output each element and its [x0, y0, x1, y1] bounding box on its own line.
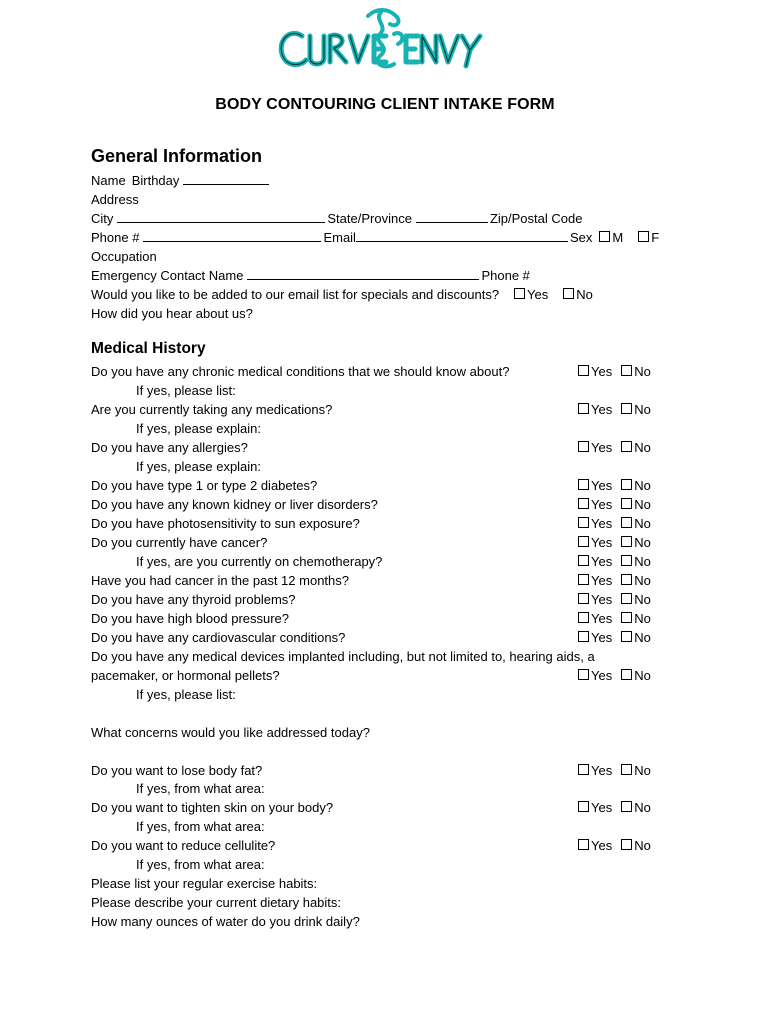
- q-body-fat-yn: [577, 759, 651, 778]
- q-kidney-liver: Do you have any known kidney or liver disorders?: [91, 497, 378, 512]
- no-checkbox[interactable]: [621, 801, 632, 812]
- phone-label: Phone #: [91, 230, 140, 245]
- no-option[interactable]: No: [620, 478, 651, 493]
- cellulite-area-row: [136, 853, 677, 872]
- diet-row: [91, 891, 677, 910]
- q-medications: Are you currently taking any medications?: [91, 402, 333, 417]
- no-option[interactable]: No: [620, 554, 651, 569]
- yes-option[interactable]: Yes: [577, 668, 612, 683]
- q-chemotherapy: If yes, are you currently on chemotherapy?: [136, 554, 383, 569]
- water-row: [91, 910, 675, 929]
- email-field[interactable]: [356, 228, 568, 242]
- no-option[interactable]: No: [620, 630, 651, 645]
- yes-option[interactable]: Yes: [577, 535, 612, 550]
- occupation-label: Occupation: [91, 249, 157, 264]
- yes-checkbox[interactable]: [578, 479, 589, 490]
- curve-envy-logo: [276, 6, 486, 74]
- yes-checkbox[interactable]: [578, 403, 589, 414]
- q-photosensitivity: Do you have photosensitivity to sun exposure?: [91, 516, 360, 531]
- no-checkbox[interactable]: [621, 669, 632, 680]
- concerns-label: What concerns would you like addressed today?: [91, 725, 370, 740]
- yes-checkbox[interactable]: [578, 498, 589, 509]
- no-option[interactable]: No: [620, 440, 651, 455]
- q-blood-pressure: Do you have high blood pressure?: [91, 611, 290, 626]
- emergency-field[interactable]: [247, 266, 479, 280]
- no-option[interactable]: No: [620, 573, 651, 588]
- q-blood-pressure-yn: [577, 607, 651, 626]
- allergies-explain-row: [136, 455, 678, 474]
- no-checkbox[interactable]: [621, 441, 632, 452]
- q-implants-line1: Do you have any medical devices implanted including, but not limited to, hearing aids, a: [91, 649, 595, 664]
- concerns-row: [91, 721, 677, 740]
- q-implants-yn: [577, 664, 651, 683]
- yes-checkbox[interactable]: [578, 764, 589, 775]
- yes-checkbox[interactable]: [578, 574, 589, 585]
- concerns-row-2: [91, 740, 677, 759]
- no-checkbox[interactable]: [563, 288, 574, 299]
- city-label: City: [91, 211, 114, 226]
- yes-checkbox[interactable]: [578, 612, 589, 623]
- yes-checkbox[interactable]: [578, 669, 589, 680]
- exercise-row: [91, 872, 677, 891]
- no-option[interactable]: No: [620, 516, 651, 531]
- q-cardiovascular-yn: [577, 626, 651, 645]
- exercise-label: Please list your regular exercise habits:: [91, 876, 318, 891]
- chronic-list-row: [136, 379, 674, 398]
- q-kidney-liver-yn: [577, 493, 651, 512]
- q-cellulite-yn: [577, 834, 651, 853]
- q-tighten-skin-yn: [577, 796, 651, 815]
- q-cancer-past-yn: [577, 569, 651, 588]
- zip-label: Zip/Postal Code: [489, 211, 583, 226]
- cellulite-area-label: If yes, from what area:: [136, 857, 265, 872]
- male-checkbox[interactable]: [599, 231, 610, 242]
- medications-explain-row: [136, 417, 678, 436]
- phone-field[interactable]: [143, 228, 321, 242]
- yes-option[interactable]: Yes: [577, 611, 612, 626]
- phone-row: [91, 226, 679, 245]
- no-checkbox[interactable]: [621, 612, 632, 623]
- no-option[interactable]: No: [620, 611, 651, 626]
- birthday-field[interactable]: [183, 171, 269, 185]
- q-cancer-past: Have you had cancer in the past 12 months?: [91, 573, 349, 588]
- yes-checkbox[interactable]: [578, 801, 589, 812]
- email-label: Email: [323, 230, 356, 245]
- q-cellulite: Do you want to reduce cellulite?: [91, 838, 276, 853]
- diet-label: Please describe your current dietary habits:: [91, 895, 342, 910]
- birthday-label: Birthday: [131, 173, 180, 188]
- no-checkbox[interactable]: [621, 536, 632, 547]
- no-checkbox[interactable]: [621, 555, 632, 566]
- sex-male-option[interactable]: M: [598, 230, 623, 245]
- hear-row: [91, 302, 673, 321]
- yes-option[interactable]: Yes: [577, 478, 612, 493]
- q-thyroid-yn: [577, 588, 651, 607]
- emergency-phone-label: Phone #: [481, 268, 530, 283]
- address-row: [91, 188, 679, 207]
- yes-option[interactable]: Yes: [577, 554, 612, 569]
- no-option[interactable]: No: [620, 800, 651, 815]
- yes-option[interactable]: Yes: [577, 440, 612, 455]
- q-cancer: Do you currently have cancer?: [91, 535, 268, 550]
- q-cancer-yn: [577, 531, 651, 550]
- city-field[interactable]: [117, 209, 325, 223]
- emergency-label: Emergency Contact Name: [91, 268, 244, 283]
- q-chronic-yn: [577, 360, 651, 379]
- q-body-fat: Do you want to lose body fat?: [91, 763, 263, 778]
- no-checkbox[interactable]: [621, 517, 632, 528]
- q-diabetes: Do you have type 1 or type 2 diabetes?: [91, 478, 318, 493]
- q-photosensitivity-yn: [577, 512, 651, 531]
- no-option[interactable]: No: [620, 364, 651, 379]
- yes-option[interactable]: Yes: [577, 763, 612, 778]
- occupation-row: [91, 245, 679, 264]
- fat-area-label: If yes, from what area:: [136, 781, 265, 796]
- yes-checkbox[interactable]: [578, 536, 589, 547]
- yes-option[interactable]: Yes: [577, 497, 612, 512]
- email-list-no[interactable]: No: [562, 287, 593, 302]
- no-checkbox[interactable]: [621, 574, 632, 585]
- yes-checkbox[interactable]: [578, 555, 589, 566]
- water-label: How many ounces of water do you drink daily?: [91, 914, 360, 929]
- female-checkbox[interactable]: [638, 231, 649, 242]
- city-row: [91, 207, 679, 226]
- general-info-heading: General Information: [91, 146, 263, 166]
- q-chemotherapy-yn: [577, 550, 651, 569]
- yes-option[interactable]: Yes: [577, 364, 612, 379]
- q-diabetes-yn: [577, 474, 651, 493]
- name-label: Name: [91, 173, 126, 188]
- state-field[interactable]: [416, 209, 488, 223]
- no-option[interactable]: No: [620, 497, 651, 512]
- skin-area-row: [136, 815, 677, 834]
- yes-checkbox[interactable]: [514, 288, 525, 299]
- medications-explain-label: If yes, please explain:: [136, 421, 262, 436]
- yes-option[interactable]: Yes: [577, 630, 612, 645]
- sex-female-option[interactable]: F: [637, 230, 659, 245]
- fat-area-row: [136, 777, 677, 796]
- no-option[interactable]: No: [620, 402, 651, 417]
- no-checkbox[interactable]: [621, 631, 632, 642]
- q-medications-yn: [577, 398, 651, 417]
- no-checkbox[interactable]: [621, 498, 632, 509]
- no-checkbox[interactable]: [621, 403, 632, 414]
- skin-area-label: If yes, from what area:: [136, 819, 265, 834]
- form-title: BODY CONTOURING CLIENT INTAKE FORM: [215, 96, 555, 113]
- no-checkbox[interactable]: [621, 839, 632, 850]
- yes-option[interactable]: Yes: [577, 838, 612, 853]
- q-thyroid: Do you have any thyroid problems?: [91, 592, 296, 607]
- email-list-yes[interactable]: Yes: [513, 287, 548, 302]
- no-checkbox[interactable]: [621, 479, 632, 490]
- q-cardiovascular: Do you have any cardiovascular conditions?: [91, 630, 346, 645]
- q-allergies: Do you have any allergies?: [91, 440, 248, 455]
- yes-option[interactable]: Yes: [577, 573, 612, 588]
- no-option[interactable]: No: [620, 535, 651, 550]
- yes-checkbox[interactable]: [578, 631, 589, 642]
- no-option[interactable]: No: [620, 592, 651, 607]
- name-row: [91, 169, 679, 188]
- sex-label: Sex: [569, 230, 593, 245]
- no-option[interactable]: No: [620, 763, 651, 778]
- yes-checkbox[interactable]: [578, 365, 589, 376]
- q-chronic: Do you have any chronic medical conditions that we should know about?: [91, 364, 510, 379]
- yes-checkbox[interactable]: [578, 517, 589, 528]
- yes-option[interactable]: Yes: [577, 592, 612, 607]
- yes-option[interactable]: Yes: [577, 516, 612, 531]
- no-option[interactable]: No: [620, 668, 651, 683]
- yes-checkbox[interactable]: [578, 593, 589, 604]
- yes-option[interactable]: Yes: [577, 402, 612, 417]
- implants-list-row: [136, 683, 672, 702]
- yes-checkbox[interactable]: [578, 839, 589, 850]
- no-checkbox[interactable]: [621, 593, 632, 604]
- yes-checkbox[interactable]: [578, 441, 589, 452]
- medical-history-heading: Medical History: [91, 340, 206, 357]
- no-checkbox[interactable]: [621, 365, 632, 376]
- address-label: Address: [91, 192, 139, 207]
- allergies-explain-label: If yes, please explain:: [136, 459, 262, 474]
- q-allergies-yn: [577, 436, 651, 455]
- email-list-question: Would you like to be added to our email list for specials and discounts?: [91, 287, 500, 302]
- q-implants-line2: pacemaker, or hormonal pellets?: [91, 668, 280, 683]
- hear-label: How did you hear about us?: [91, 306, 253, 321]
- yes-option[interactable]: Yes: [577, 800, 612, 815]
- emergency-row: [91, 264, 679, 283]
- no-checkbox[interactable]: [621, 764, 632, 775]
- implants-list-label: If yes, please list:: [136, 687, 236, 702]
- state-label: State/Province: [327, 211, 412, 226]
- q-tighten-skin: Do you want to tighten skin on your body?: [91, 800, 334, 815]
- chronic-list-label: If yes, please list:: [136, 383, 236, 398]
- no-option[interactable]: No: [620, 838, 651, 853]
- email-list-row: [91, 283, 679, 302]
